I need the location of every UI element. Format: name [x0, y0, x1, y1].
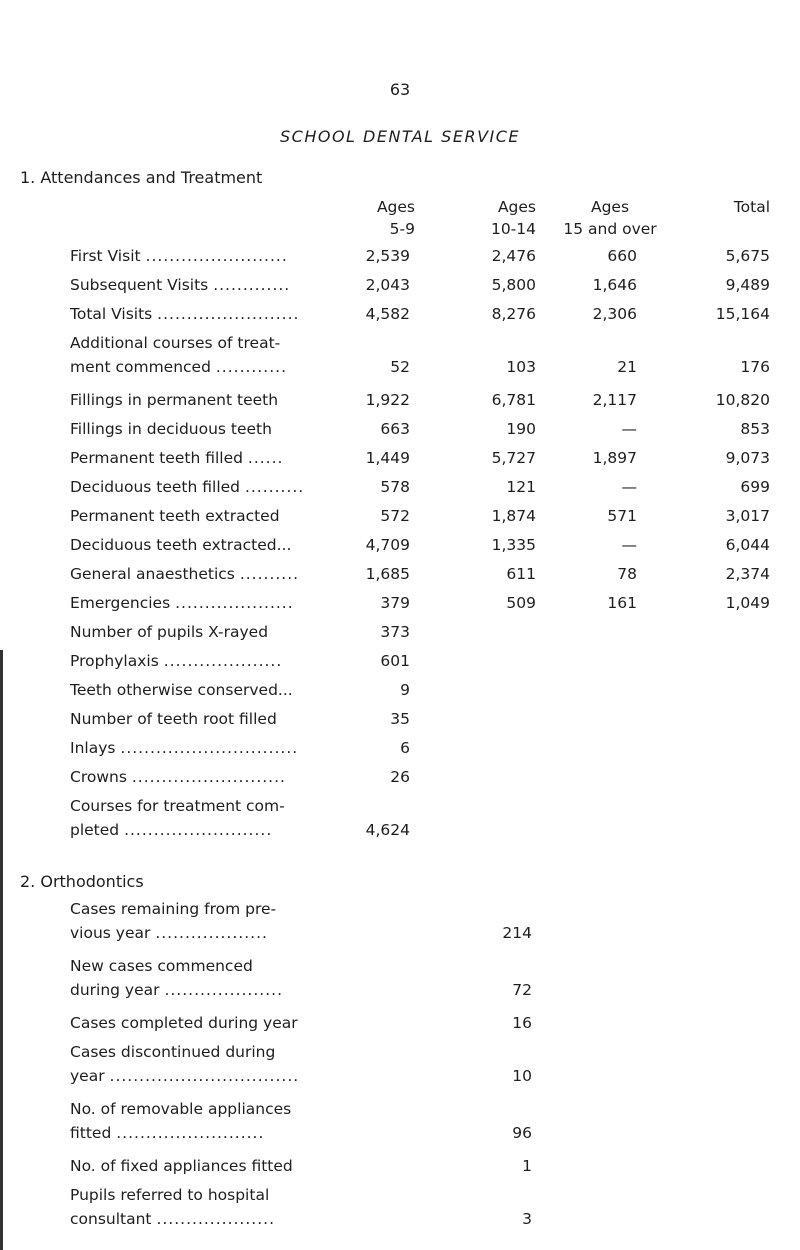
- table-row: Deciduous teeth filled .......... 578 121 — 699: [70, 478, 770, 496]
- table-row: First Visit ........................ 2,539 2,476 660 5,675: [70, 247, 770, 265]
- page-number: 63: [389, 80, 411, 99]
- list-item: Pupils referred to hospital consultant .................... 3: [70, 1186, 532, 1228]
- list-item: New cases commenced during year .................... 72: [70, 957, 532, 999]
- list-item: No. of fixed appliances fitted 1: [70, 1157, 532, 1175]
- table-row: Prophylaxis .................... 601: [70, 652, 410, 670]
- table-row: Emergencies .................... 379 509 161 1,049: [70, 594, 770, 612]
- table-row: Inlays .............................. 6: [70, 739, 410, 757]
- table-row: Fillings in deciduous teeth 663 190 — 853: [70, 420, 770, 438]
- col-head-15-over: Ages 15 and over: [563, 198, 657, 238]
- list-item: Cases completed during year 16: [70, 1014, 532, 1032]
- list-item: No. of removable appliances fitted ......................... 96: [70, 1100, 532, 1142]
- col-head-5-9: Ages 5-9: [376, 198, 415, 238]
- list-item: Cases discontinued during year ................................ 10: [70, 1043, 532, 1085]
- page-title: SCHOOL DENTAL SERVICE: [279, 127, 521, 146]
- table-row: General anaesthetics .......... 1,685 611 78 2,374: [70, 565, 770, 583]
- table-row: Crowns .......................... 26: [70, 768, 410, 786]
- table-row: Fillings in permanent teeth 1,922 6,781 2,117 10,820: [70, 391, 770, 409]
- section1-heading: 1. Attendances and Treatment: [20, 168, 263, 187]
- col-head-total: Total: [733, 198, 770, 216]
- table-row: Additional courses of treat- ment commenced ............ 52 103 21 176: [70, 334, 770, 376]
- table-row: Courses for treatment com- pleted ......................... 4,624: [70, 797, 410, 839]
- table-row: Subsequent Visits ............. 2,043 5,800 1,646 9,489: [70, 276, 770, 294]
- table-row: Total Visits ........................ 4,582 8,276 2,306 15,164: [70, 305, 770, 323]
- list-item: Cases remaining from pre- vious year ................... 214: [70, 900, 532, 942]
- col-head-10-14: Ages 10-14: [490, 198, 536, 238]
- section2-heading: 2. Orthodontics: [20, 872, 144, 891]
- table-row: Teeth otherwise conserved... 9: [70, 681, 410, 699]
- table-row: Permanent teeth filled ...... 1,449 5,727 1,897 9,073: [70, 449, 770, 467]
- table-row: Number of teeth root filled 35: [70, 710, 410, 728]
- scan-edge-mark: [0, 650, 3, 1250]
- table-row: Permanent teeth extracted 572 1,874 571 3,017: [70, 507, 770, 525]
- table-row: Deciduous teeth extracted... 4,709 1,335 — 6,044: [70, 536, 770, 554]
- table-row: Number of pupils X-rayed 373: [70, 623, 410, 641]
